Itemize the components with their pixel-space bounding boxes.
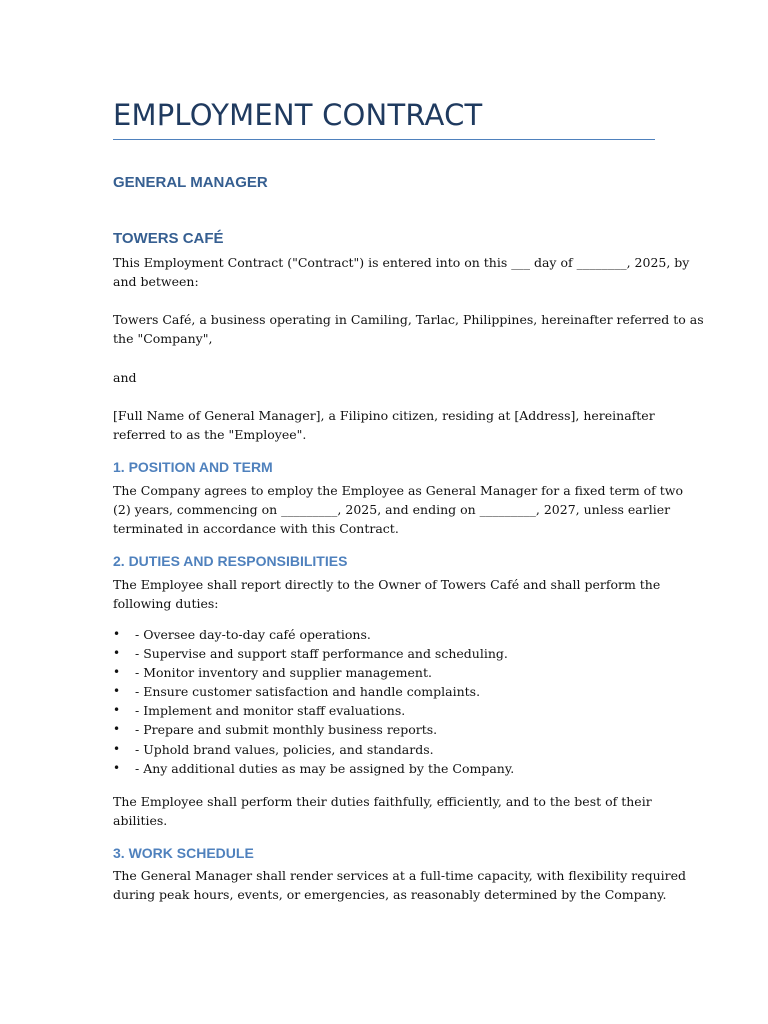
section-3-line: during peak hours, events, or emergencies, as reasonably determined by the Company. [113,887,667,902]
duty-text: - Monitor inventory and supplier management. [135,665,432,681]
bullet-icon: • [113,665,121,680]
intro-paragraph [113,253,690,291]
list-item [113,740,658,759]
bullet-icon: • [113,741,121,756]
duty-text: - Prepare and submit monthly business reports. [135,722,438,738]
bullet-icon: • [113,703,121,718]
duty-text: - Uphold brand values, policies, and standards. [135,741,434,757]
company-party-paragraph [113,310,704,348]
bullet-icon: • [113,684,121,699]
list-item [113,625,658,644]
section-2-line: following duties: [113,596,219,611]
duty-text: - Oversee day-to-day café operations. [135,627,371,642]
duties-closing-line: The Employee shall perform their duties faithfully, efficiently, and to the best of their [113,794,652,809]
company-heading: TOWERS CAFÉ [113,230,224,247]
intro-line: This Employment Contract ("Contract") is entered into on this ___ day of ________, 2025, by [113,255,690,270]
company-party-line: Towers Café, a business operating in Camiling, Tarlac, Philippines, hereinafter referred to as [113,312,704,327]
duty-text: - Any additional duties as may be assigned by the Company. [135,760,515,776]
bullet-icon: • [113,722,121,737]
section-2-line: The Employee shall report directly to the Owner of Towers Café and shall perform the [113,577,661,592]
employee-party-line: [Full Name of General Manager], a Filipino citizen, residing at [Address], hereinafter [113,408,655,423]
bullet-icon: • [113,760,121,775]
company-party-line: the "Company", [113,331,213,346]
section-heading-position-and-term: 1. POSITION AND TERM [113,459,273,475]
employee-party-line: referred to as the "Employee". [113,427,307,442]
section-heading-duties: 2. DUTIES AND RESPONSIBILITIES [113,553,348,569]
section-3-paragraph [113,866,687,904]
section-heading-work-schedule: 3. WORK SCHEDULE [113,845,254,861]
position-subtitle: GENERAL MANAGER [113,174,268,191]
section-1-line: The Company agrees to employ the Employee as General Manager for a fixed term of two [113,483,684,498]
duty-text: - Ensure customer satisfaction and handle complaints. [135,684,481,700]
duty-text: - Supervise and support staff performance and scheduling. [135,646,508,662]
duties-closing-line: abilities. [113,813,168,828]
duties-list [113,625,658,778]
document-title: EMPLOYMENT CONTRACT [113,98,483,132]
section-2-paragraph [113,575,661,613]
duty-text: - Implement and monitor staff evaluations. [135,703,406,719]
and-line: and [113,370,137,385]
section-1-paragraph [113,481,684,538]
list-item [113,720,658,739]
and-text [113,368,658,387]
list-item [113,644,658,663]
list-item [113,701,658,720]
section-1-line: terminated in accordance with this Contract. [113,521,399,536]
title-underline [113,139,655,140]
list-item [113,759,658,778]
duties-closing-paragraph [113,792,658,830]
section-3-line: The General Manager shall render services at a full-time capacity, with flexibility required [113,868,687,883]
bullet-icon: • [113,646,121,661]
intro-line: and between: [113,274,199,289]
section-1-line: (2) years, commencing on _________, 2025, and ending on _________, 2027, unless earlier [113,502,671,517]
bullet-icon: • [113,627,121,641]
list-item [113,663,658,682]
list-item [113,682,658,701]
employee-party-paragraph [113,406,658,444]
